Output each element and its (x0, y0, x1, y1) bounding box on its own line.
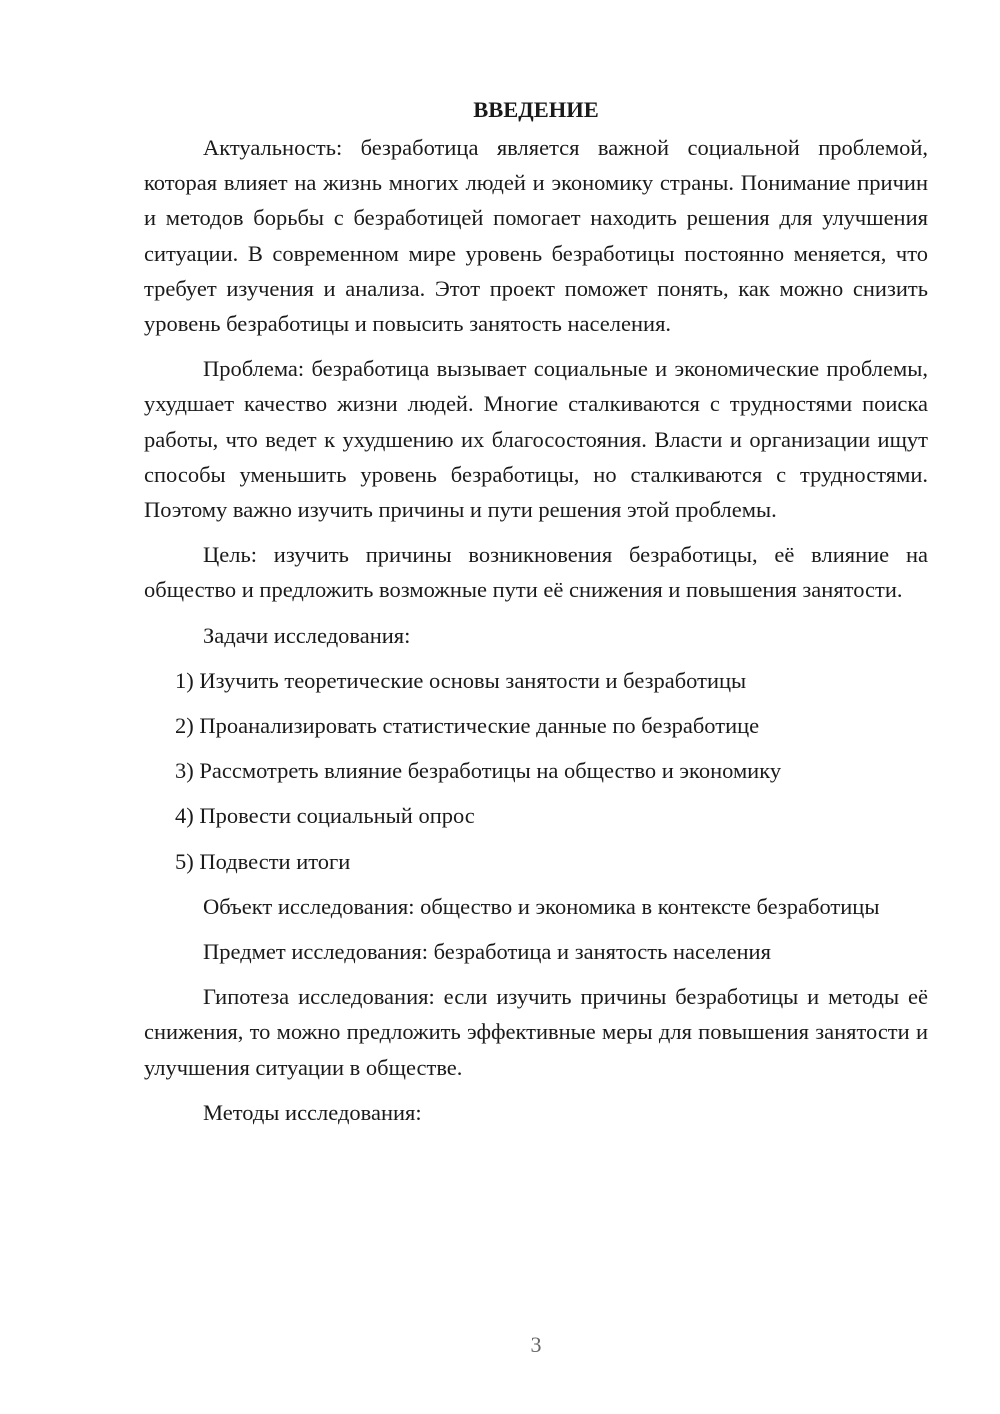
relevance-paragraph: Актуальность: безработица является важной социальной проблемой, которая влияет на жизнь многих людей и экономику страны. Понимание причин и методов борьбы с безработицей помогает находить решения для улучшения ситуации. В современном мире уровень безработицы постоянно меняется, что требует изучения и анализа. Этот проект поможет понять, как можно снизить уровень безработицы и повысить занятость населения. (144, 135, 928, 337)
document-page (144, 92, 928, 1140)
subject-paragraph: Предмет исследования: безработица и занятость населения (203, 939, 771, 965)
problem-paragraph: Проблема: безработица вызывает социальные и экономические проблемы, ухудшает качество жизни людей. Многие сталкиваются с трудностями поиска работы, что ведет к ухудшению их благосостояния. Власти и организации ищут способы уменьшить уровень безработицы, но сталкиваются с трудностями. Поэтому важно изучить причины и пути решения этой проблемы. (144, 356, 928, 523)
methods-heading: Методы исследования: (203, 1099, 422, 1125)
tasks-heading: Задачи исследования: (203, 622, 411, 648)
task-item: 3) Рассмотреть влияние безработицы на общество и экономику (175, 758, 782, 784)
tasks-list (144, 663, 928, 879)
task-item: 1) Изучить теоретические основы занятости и безработицы (175, 667, 747, 693)
goal-paragraph: Цель: изучить причины возникновения безработицы, её влияние на общество и предложить возможные пути её снижения и повышения занятости. (144, 542, 928, 603)
task-item: 2) Проанализировать статистические данные по безработице (175, 713, 760, 739)
hypothesis-paragraph: Гипотеза исследования: если изучить причины безработицы и методы её снижения, то можно предложить эффективные меры для повышения занятости и улучшения ситуации в обществе. (144, 984, 928, 1080)
object-paragraph: Объект исследования: общество и экономика в контексте безработицы (203, 893, 880, 919)
page-title: ВВЕДЕНИЕ (473, 97, 599, 122)
task-item: 4) Провести социальный опрос (175, 803, 475, 829)
task-item: 5) Подвести итоги (175, 848, 351, 874)
page-number: 3 (530, 1332, 542, 1357)
